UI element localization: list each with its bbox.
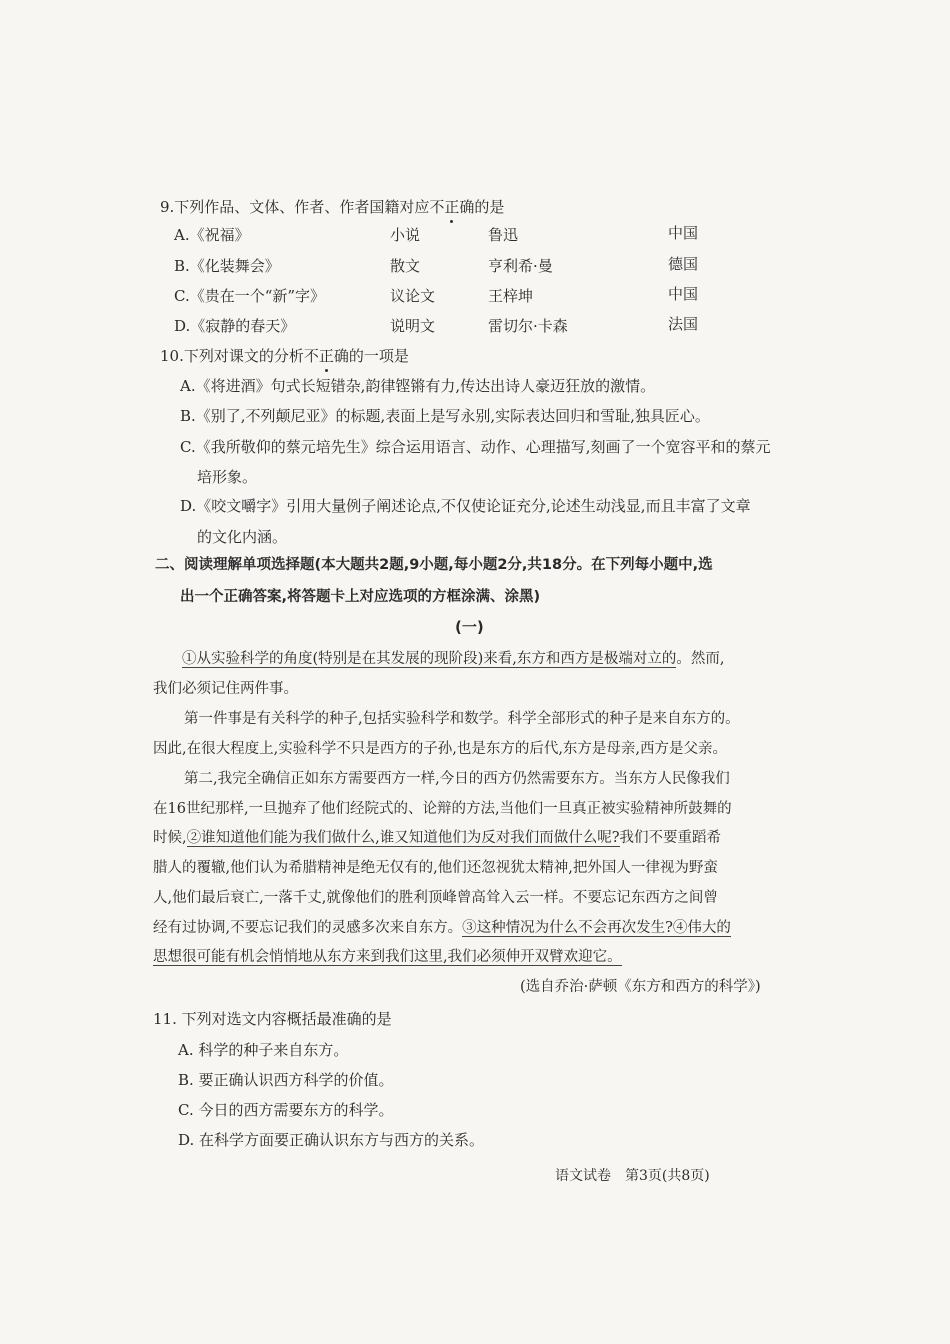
q11-option-a: A. 科学的种子来自东方。 (178, 1041, 349, 1059)
q10-stem-post: 的一项是 (348, 347, 409, 365)
q11-option-d: D. 在科学方面要正确认识东方与西方的关系。 (178, 1131, 485, 1149)
q9-row-c-country: 中国 (668, 285, 699, 303)
q9-row-d-label: D.《寂静的春天》 (174, 317, 296, 335)
q9-stem (160, 196, 504, 217)
passage-p3-line3-pre: 时候, (153, 830, 187, 846)
passage-p3-line5: 人,他们最后衰亡,一落千丈,就像他们的胜利顶峰曾高耸入云一样。不要忘记东西方之间曾 (153, 890, 718, 906)
q9-row-d-country: 法国 (668, 315, 699, 333)
q9-row-a-author: 鲁迅 (488, 226, 519, 244)
passage-p1-rest: 。然而, (676, 651, 725, 667)
passage-p2-line1: 第一件事是有关科学的种子,包括实验科学和数学。科学全部形式的种子是来自东方的。 (184, 711, 740, 727)
passage-p3-line3 (153, 826, 721, 847)
q10-option-a: A.《将进酒》句式长短错杂,韵律铿锵有力,传达出诗人豪迈狂放的激情。 (180, 377, 656, 395)
q9-row-c-genre: 议论文 (390, 287, 436, 305)
q10-option-d-line1: D.《咬文嚼字》引用大量例子阐述论点,不仅使论证充分,论述生动浅显,而且丰富了文章 (180, 497, 751, 515)
section2-heading-line2: 出一个正确答案,将答题卡上对应选项的方框涂满、涂黑) (180, 589, 541, 605)
q9-stem-emph (429, 198, 474, 216)
q9-row-b-label: B.《化装舞会》 (174, 257, 280, 275)
passage-sentence-2: ②谁知道他们能为我们做什么,谁又知道他们为反对我们而做什么呢? (186, 830, 620, 846)
passage-sentence-3-4: ③这种情况为什么不会再次发生?④伟大的 (462, 920, 731, 936)
passage-part-label: (一) (455, 618, 484, 636)
passage-p3-line4: 腊人的覆辙,他们认为希腊精神是绝无仅有的,他们还忽视犹太精神,把外国人一律视为野蛮 (153, 860, 718, 876)
passage-sentence-1: ①从实验科学的角度(特别是在其发展的现阶段)来看,东方和西方是极端对立的 (182, 651, 677, 667)
q9-row-b-genre: 散文 (390, 257, 421, 275)
page-footer: 语文试卷 第3页(共8页) (555, 1168, 710, 1184)
q10-stem-emph: 不正确 (303, 347, 349, 365)
passage-p3-line2: 在16世纪那样,一旦抛弃了他们经院式的、论辩的方法,当他们一旦真正被实验精神所鼓舞的 (153, 801, 732, 817)
q9-row-a-country: 中国 (668, 224, 699, 242)
q9-stem-post: 的是 (474, 198, 505, 216)
q10-stem-pre: 10.下列对课文的分析 (160, 347, 304, 365)
q9-row-b-country: 德国 (668, 255, 699, 273)
passage-p1-line2: 我们必须记住两件事。 (153, 681, 298, 697)
q11-stem: 11. 下列对选文内容概括最准确的是 (153, 1010, 392, 1028)
q9-row-c-label: C.《贵在一个“新”字》 (174, 287, 326, 305)
passage-p3-line6 (153, 916, 731, 937)
q9-row-b-author: 亨利希·曼 (488, 257, 553, 275)
passage-p2-line2: 因此,在很大程度上,实验科学不只是西方的子孙,也是东方的后代,东方是母亲,西方是父亲。 (153, 741, 728, 757)
passage-p3-line7 (153, 945, 622, 966)
q9-row-a-genre: 小说 (390, 226, 421, 244)
q11-option-b: B. 要正确认识西方科学的价值。 (178, 1071, 394, 1089)
q11-option-c: C. 今日的西方需要东方的科学。 (178, 1101, 394, 1119)
q9-row-d-author: 雷切尔·卡森 (488, 317, 568, 335)
q9-row-a-label: A.《祝福》 (174, 226, 250, 244)
passage-p3-line1: 第二,我完全确信正如东方需要西方一样,今日的西方仍然需要东方。当东方人民像我们 (184, 771, 730, 787)
q9-stem-pre: 9.下列作品、文体、作者、作者国籍对应 (160, 198, 430, 216)
q10-option-c-line1: C.《我所敬仰的蔡元培先生》综合运用语言、动作、心理描写,刻画了一个宽容平和的蔡元 (180, 438, 771, 456)
passage-p3-line3-post: 我们不要重蹈希 (619, 830, 721, 846)
q9-emph-text: 不正确 (429, 198, 475, 216)
q10-option-c-line2: 培形象。 (197, 468, 258, 486)
passage-p3-line6-pre: 经有过协调,不要忘记我们的灵感多次来自东方。 (153, 920, 463, 936)
passage-source: (选自乔治·萨顿《东方和西方的科学》) (520, 979, 761, 995)
q9-row-d-genre: 说明文 (390, 317, 436, 335)
q10-stem (160, 345, 409, 366)
q10-option-b: B.《别了,不列颠尼亚》的标题,表面上是写永别,实际表达回归和雪耻,独具匠心。 (180, 407, 710, 425)
q10-option-d-line2: 的文化内涵。 (197, 528, 288, 546)
q9-row-c-author: 王梓坤 (488, 287, 534, 305)
section2-heading-line1: 二、阅读理解单项选择题(本大题共2题,9小题,每小题2分,共18分。在下列每小题中,选 (155, 557, 713, 573)
passage-sentence-4-end: 思想很可能有机会悄悄地从东方来到我们这里,我们必须伸开双臂欢迎它。 (153, 949, 622, 965)
passage-p1-line1 (182, 647, 725, 668)
